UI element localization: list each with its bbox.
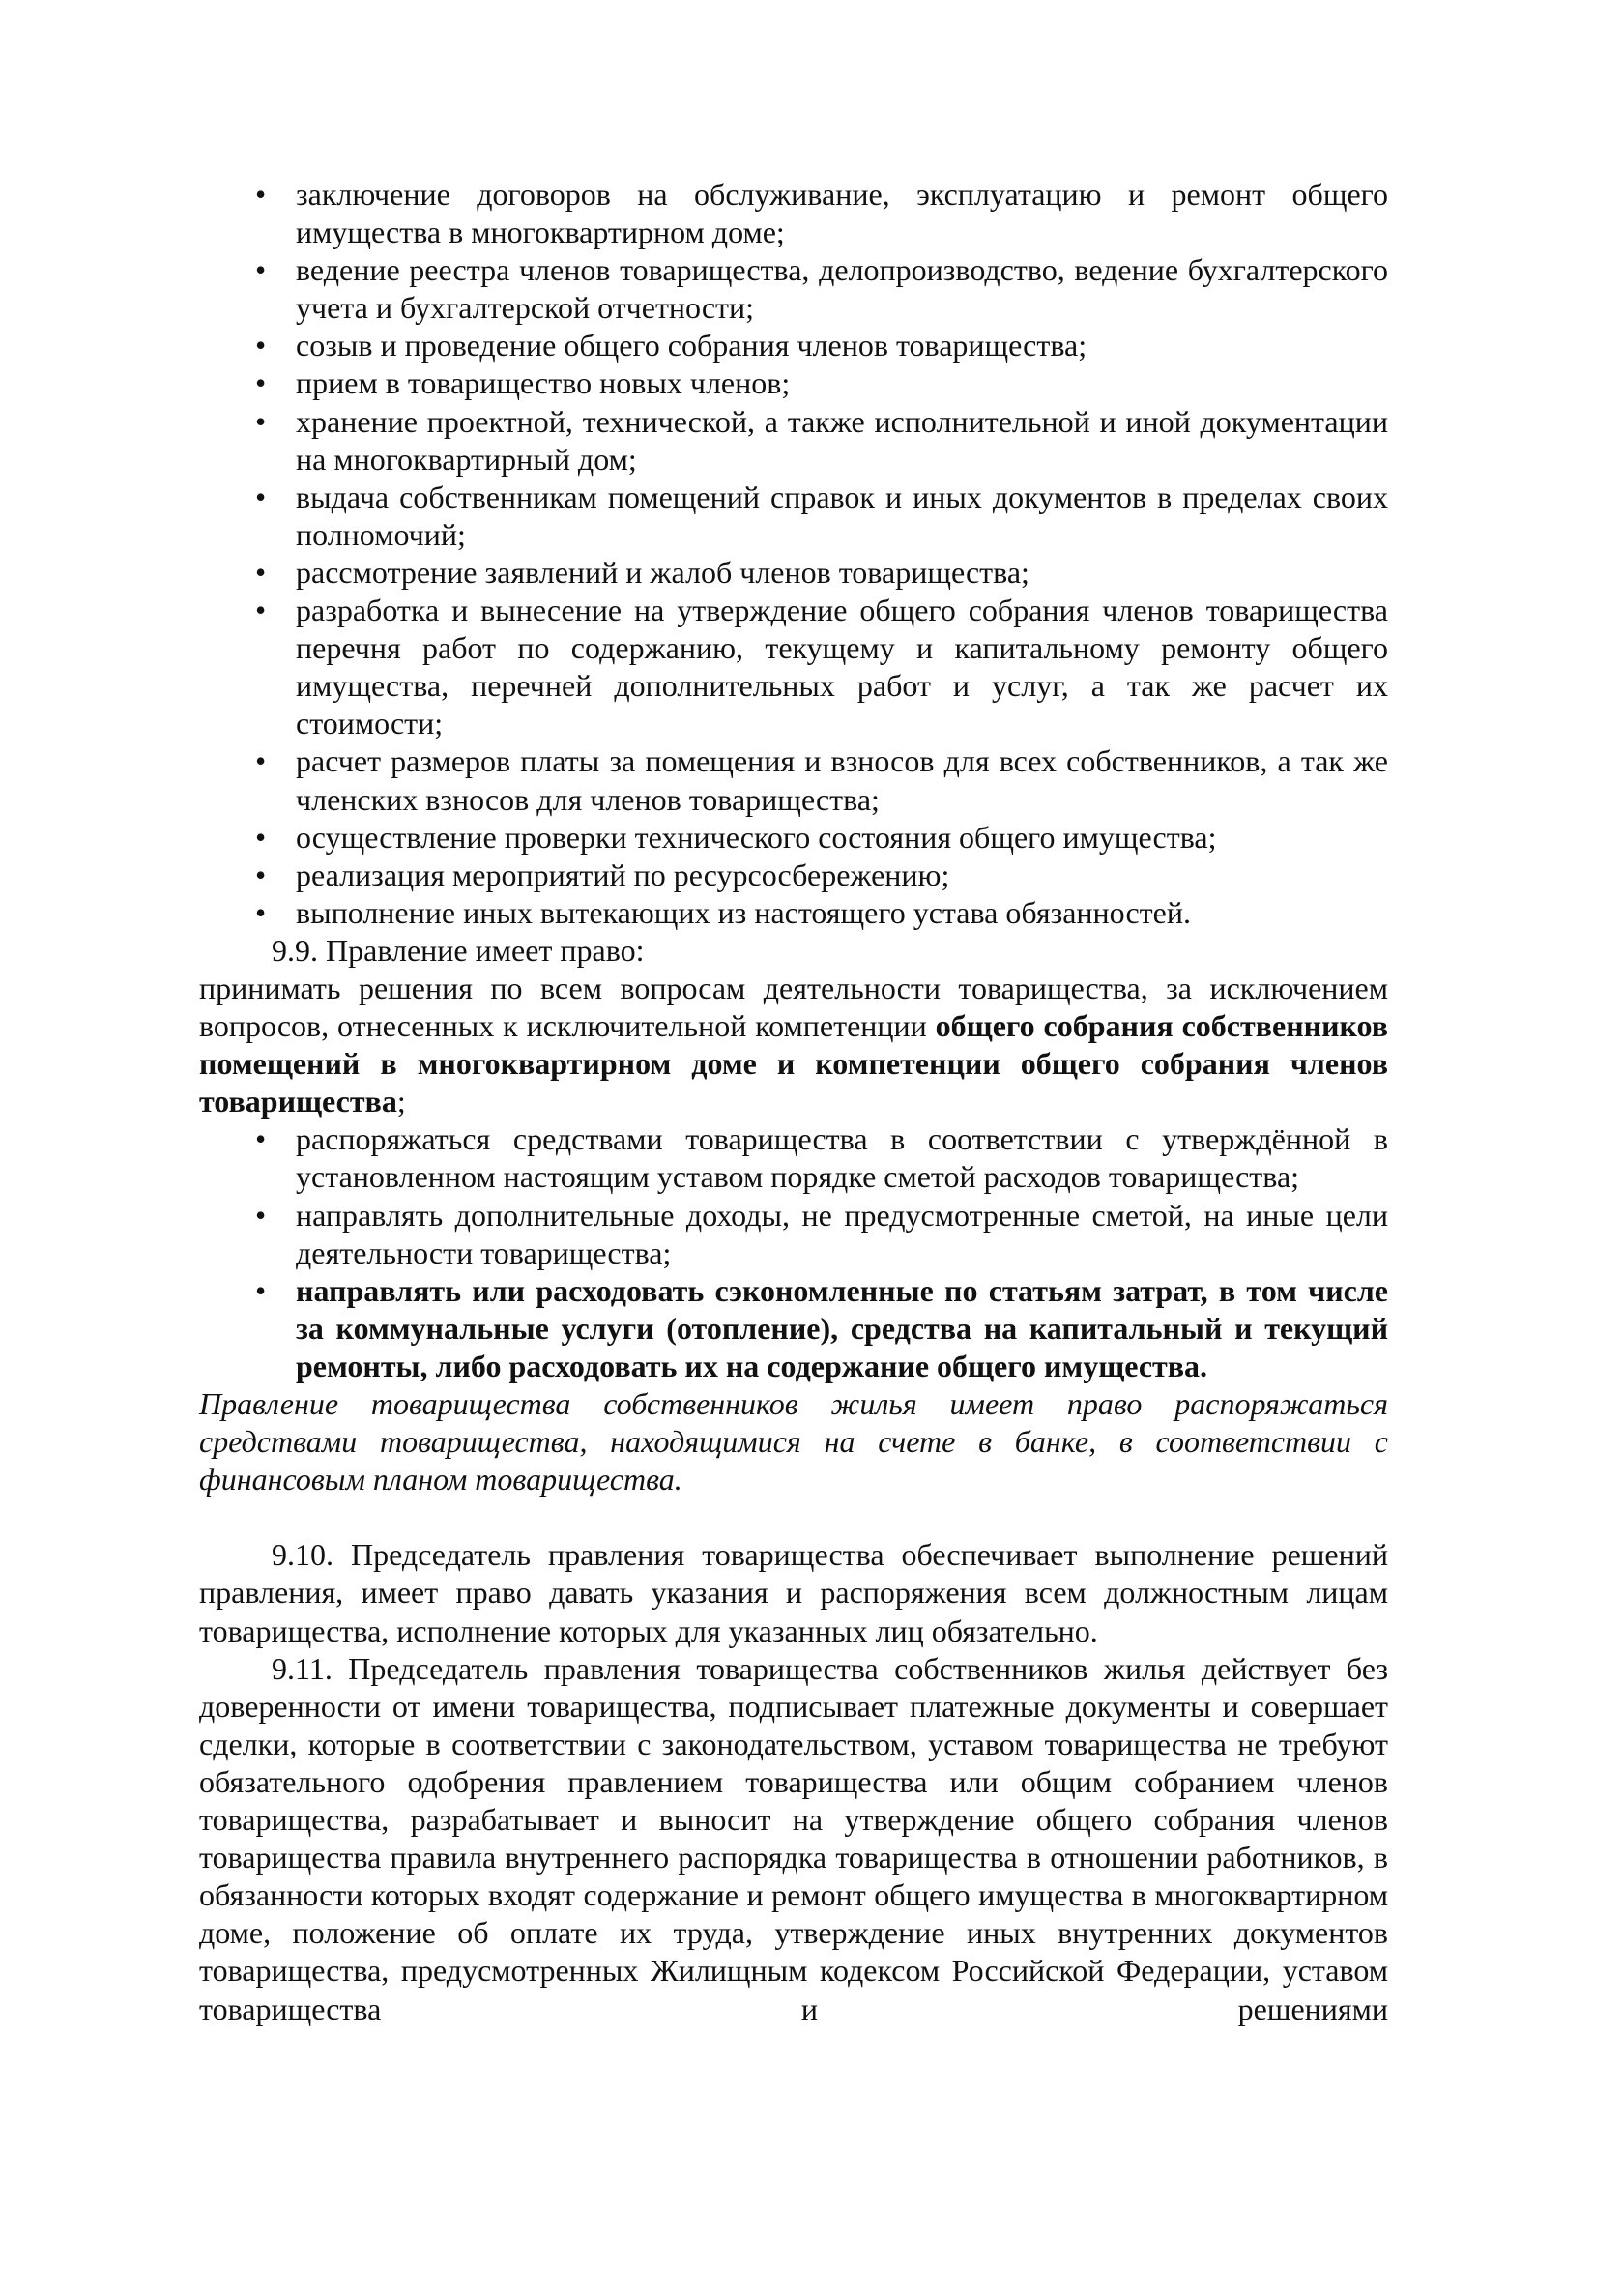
list-item-text: рассмотрение заявлений и жалоб членов товарищества; — [296, 554, 1030, 590]
list-item-bold-text: направлять или расходовать сэкономленные по статьям затрат, в том числе за коммунальные услуги (отопление), средства на капитальный и текущий ремонты, либо расходовать их на содержание общего имущества. — [296, 1272, 1388, 1383]
bullet-icon: • — [255, 365, 267, 401]
list-item — [199, 894, 1388, 932]
blank-line — [199, 1498, 1388, 1536]
list-item — [199, 1272, 1388, 1385]
bullet-icon: • — [255, 1121, 267, 1157]
section-9-10: 9.10. Председатель правления товарищества обеспечивает выполнение решений правления, имеет право давать указания и распоряжения всем должностным лицам товарищества, исполнение которых для указанных лиц обязательно. — [199, 1537, 1388, 1648]
bullet-icon: • — [255, 743, 267, 779]
bullet-icon: • — [255, 403, 267, 439]
list-item — [199, 819, 1388, 857]
bullet-icon: • — [255, 593, 267, 628]
list-item — [199, 1197, 1388, 1272]
italic-note-text: Правление товарищества собственников жилья имеет право распоряжаться средствами товарищества, находящимися на счете в банке, в соответствии с финансовым планом товарищества. — [199, 1386, 1388, 1497]
list-item-text: прием в товарищество новых членов; — [296, 365, 791, 401]
bullet-icon: • — [255, 328, 267, 363]
list-item — [199, 364, 1388, 402]
bullet-icon: • — [255, 857, 267, 892]
section-9-9-heading: 9.9. Правление имеет право: — [272, 932, 645, 968]
list-item — [199, 592, 1388, 742]
list-item — [199, 554, 1388, 592]
list-item-text: расчет размеров платы за помещения и взносов для всех собственников, а так же членских взносов для членов товарищества; — [296, 743, 1388, 817]
board-duties-list — [199, 176, 1388, 932]
list-item-text: ведение реестра членов товарищества, делопроизводство, ведение бухгалтерского учета и бухгалтерской отчетности; — [296, 252, 1388, 326]
list-item-text: хранение проектной, технической, а также исполнительной и иной документации на многоквартирный дом; — [296, 403, 1388, 477]
list-item-text: осуществление проверки технического состояния общего имущества; — [296, 819, 1217, 855]
section-9-9-intro — [199, 970, 1388, 1120]
list-item-text: реализация мероприятий по ресурсосбережению; — [296, 857, 950, 892]
list-item — [199, 857, 1388, 894]
list-item-text: распоряжаться средствами товарищества в соответствии с утверждённой в установленном настоящим уставом порядке сметой расходов товарищества; — [296, 1121, 1388, 1195]
bullet-icon: • — [255, 554, 267, 590]
intro-bold-text: общего собрания собственников помещений в многоквартирном доме и компетенции общего собрания членов товарищества — [199, 1008, 1389, 1119]
list-item-text: заключение договоров на обслуживание, эксплуатацию и ремонт общего имущества в многоквартирном доме; — [296, 177, 1388, 250]
intro-text: принимать решения по всем вопросам деятельности товарищества, за исключением вопросов, отнесенных к исключительной компетенции — [199, 970, 1388, 1044]
intro-end: ; — [396, 1084, 406, 1119]
document-page — [199, 176, 1388, 2028]
board-rights-list — [199, 1120, 1388, 1385]
bullet-icon: • — [255, 252, 267, 288]
list-item — [199, 251, 1388, 327]
bullet-icon: • — [255, 819, 267, 855]
list-item — [199, 479, 1388, 554]
list-item-text: направлять дополнительные доходы, не предусмотренные сметой, на иные цели деятельности товарищества; — [296, 1197, 1388, 1270]
list-item-text: выдача собственникам помещений справок и иных документов в пределах своих полномочий; — [296, 479, 1388, 552]
bullet-icon: • — [255, 1272, 267, 1308]
list-item — [199, 327, 1388, 364]
list-item — [199, 403, 1388, 479]
section-9-11: 9.11. Председатель правления товарищества собственников жилья действует без доверенности от имени товарищества, подписывает платежные документы и совершает сделки, которые в соответствии с законодательством, уставом товарищества не требуют обязательного одобрения правлением товарищества или общим собранием членов товарищества, разрабатывает и выносит на утверждение общего собрания членов товарищества правила внутреннего распорядка товарищества в отношении работников, в обязанности которых входят содержание и ремонт общего имущества в многоквартирном доме, положение об оплате их труда, утверждение иных внутренних документов товарищества, предусмотренных Жилищным кодексом Российской Федерации, уставом товарищества и решениями — [199, 1650, 1388, 2026]
list-item-text: выполнение иных вытекающих из настоящего устава обязанностей. — [296, 894, 1191, 930]
italic-note — [199, 1385, 1388, 1498]
list-item-text: разработка и вынесение на утверждение общего собрания членов товарищества перечня работ по содержанию, текущему и капитальному ремонту общего имущества, перечней дополнительных работ и услуг, а так же расчет их стоимости; — [296, 593, 1388, 741]
bullet-icon: • — [255, 177, 267, 212]
list-item-text: созыв и проведение общего собрания членов товарищества; — [296, 328, 1088, 363]
list-item — [199, 176, 1388, 251]
list-item — [199, 1120, 1388, 1196]
bullet-icon: • — [255, 479, 267, 514]
bullet-icon: • — [255, 894, 267, 930]
list-item — [199, 742, 1388, 818]
bullet-icon: • — [255, 1197, 267, 1233]
